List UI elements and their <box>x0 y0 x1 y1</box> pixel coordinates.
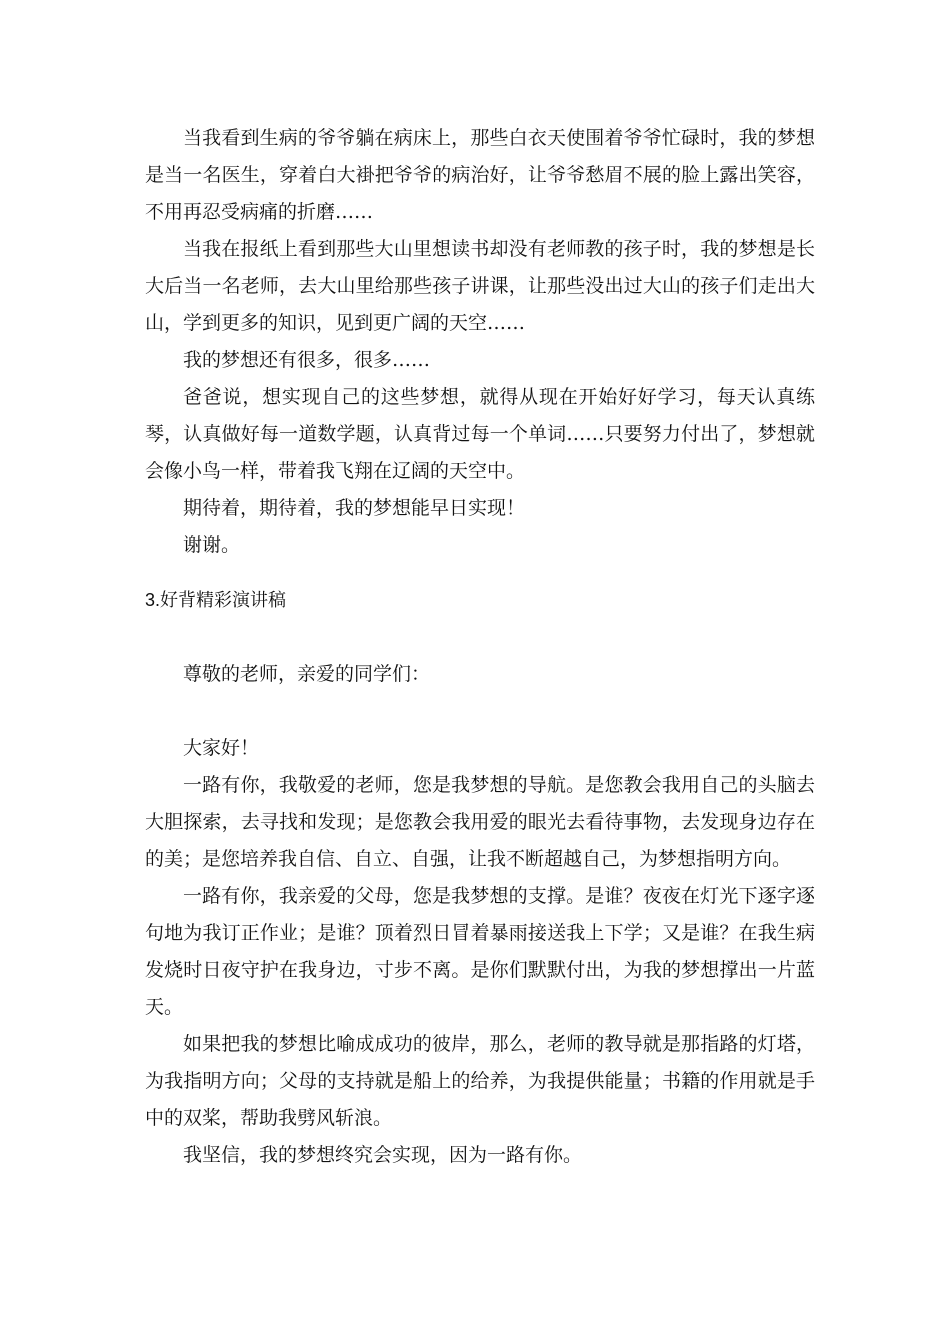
paragraph-teacher-dream: 当我在报纸上看到那些大山里想读书却没有老师教的孩子时，我的梦想是长大后当一名老师，去大山里给那些孩子讲课，让那些没出过大山的孩子们走出大山，学到更多的知识，见到更广阔的天空…… <box>145 238 815 334</box>
document-body <box>145 120 815 1174</box>
greeting: 大家好！ <box>183 737 260 759</box>
paragraph-teacher: 一路有你，我敬爱的老师，您是我梦想的导航。是您教会我用自己的头脑去大胆探索，去寻找和发现；是您教会我用爱的眼光去看待事物，去发现身边存在的美；是您培养我自信、自立、自强，让我不断超越自己，为梦想指明方向。 <box>145 774 815 870</box>
spacer <box>145 693 815 730</box>
salutation: 尊敬的老师，亲爱的同学们： <box>183 663 431 685</box>
paragraph-doctor-dream: 当我看到生病的爷爷躺在病床上，那些白衣天使围着爷爷忙碌时，我的梦想是当一名医生，穿着白大褂把爷爷的病治好，让爷爷愁眉不展的脸上露出笑容，不用再忍受病痛的折磨…… <box>145 127 815 223</box>
paragraph-parents: 一路有你，我亲爱的父母，您是我梦想的支撑。是谁？夜夜在灯光下逐字逐句地为我订正作业；是谁？顶着烈日冒着暴雨接送我上下学；又是谁？在我生病发烧时日夜守护在我身边，寸步不离。是你们默默付出，为我的梦想撑出一片蓝天。 <box>145 885 815 1018</box>
section-heading: 3.好背精彩演讲稿 <box>145 590 287 610</box>
paragraph-thanks: 谢谢。 <box>183 534 241 556</box>
paragraph-expectation: 期待着，期待着，我的梦想能早日实现！ <box>183 497 526 519</box>
paragraph-father-advice: 爸爸说，想实现自己的这些梦想，就得从现在开始好好学习，每天认真练琴，认真做好每一道数学题，认真背过每一个单词……只要努力付出了，梦想就会像小鸟一样，带着我飞翔在辽阔的天空中。 <box>145 386 815 482</box>
paragraph-many-dreams: 我的梦想还有很多，很多…… <box>183 349 431 371</box>
paragraph-metaphor: 如果把我的梦想比喻成成功的彼岸，那么，老师的教导就是那指路的灯塔，为我指明方向；父母的支持就是船上的给养，为我提供能量；书籍的作用就是手中的双桨，帮助我劈风斩浪。 <box>145 1033 815 1129</box>
spacer <box>145 619 815 656</box>
spacer <box>145 564 815 582</box>
paragraph-conclusion: 我坚信，我的梦想终究会实现，因为一路有你。 <box>183 1144 583 1166</box>
